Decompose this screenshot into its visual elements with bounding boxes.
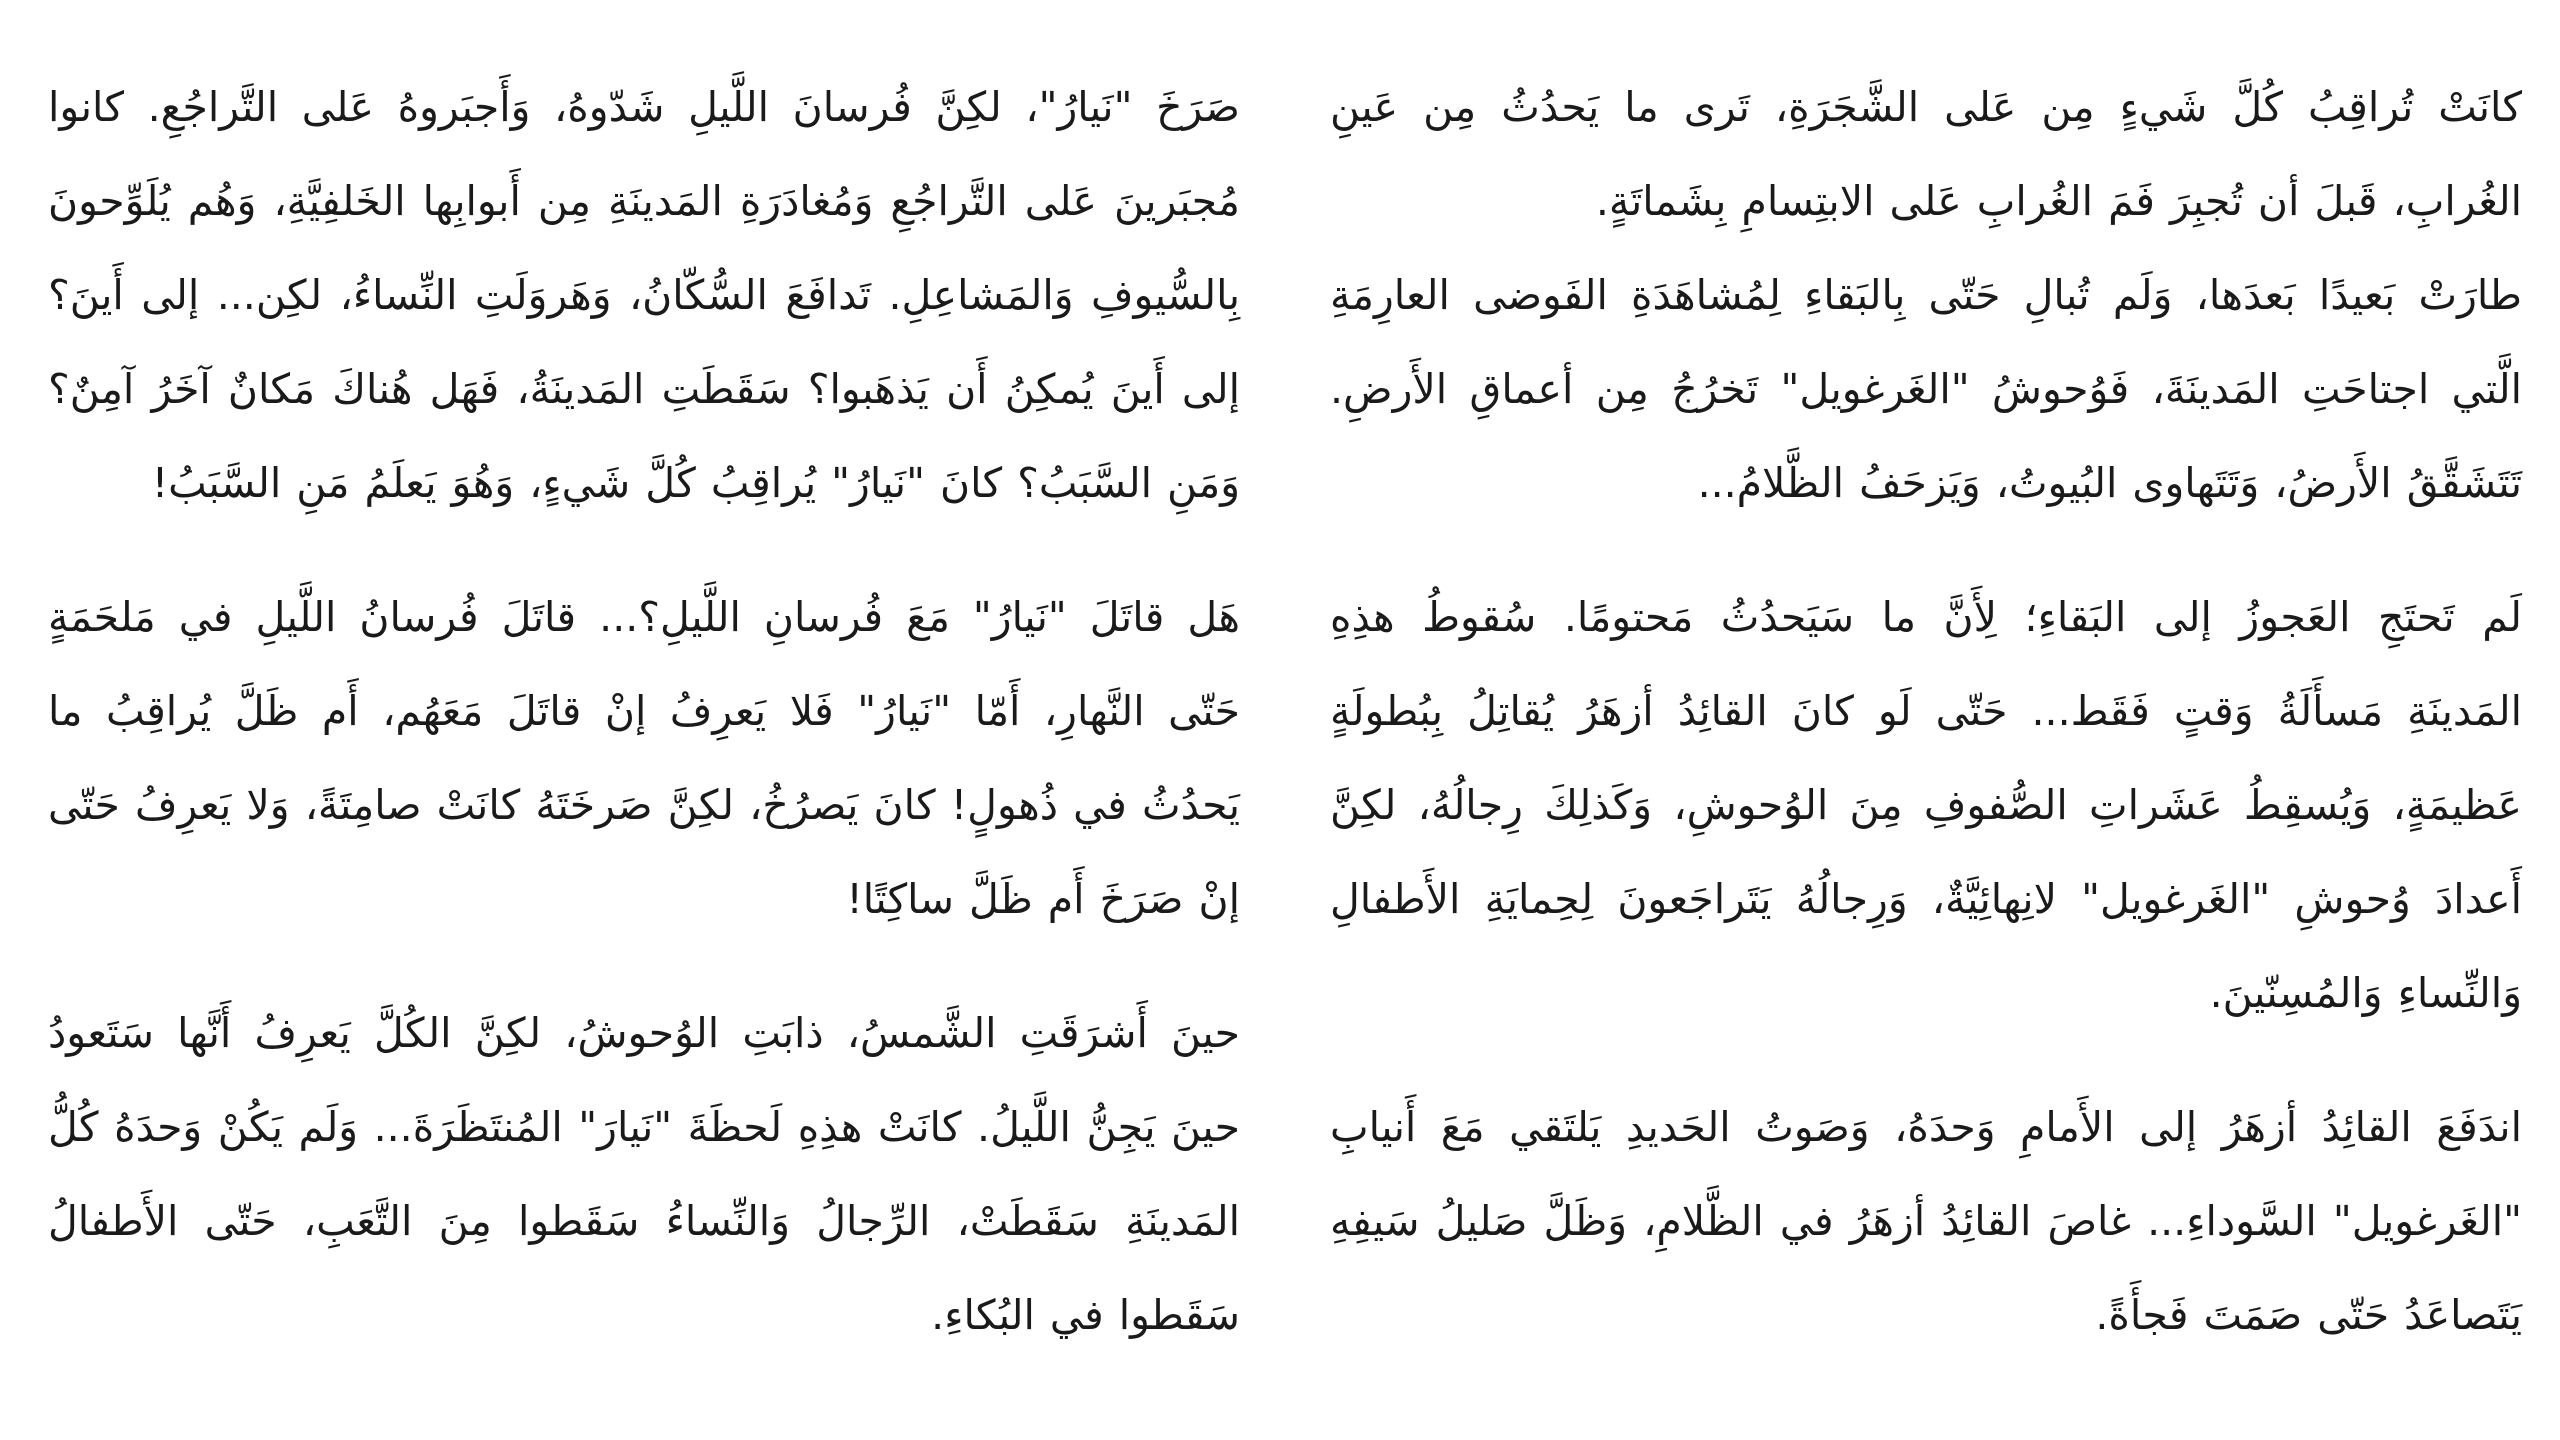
paragraph-city-fall: لَم تَحتَجِ العَجوزُ إلى البَقاءِ؛ لِأَنَّ ما سَيَحدُثُ مَحتومًا. سُقوطُ هذِهِ المَدينَةِ مَسأَلَةُ وَقتٍ فَقَط... حَتّى لَو كانَ القائِدُ أزهَرُ يُقاتِلُ بِبُطولَةٍ عَظيمَةٍ، وَيُسقِطُ عَشَراتِ الصُّفوفِ مِنَ الوُحوشِ، وَكَذلِكَ رِجالُهُ، لكِنَّ أَعدادَ وُحوشِ "الغَرغويل" لانِهائِيَّةٌ، وَرِجالُهُ يَتَراجَعونَ لِحِمايَةِ الأَطفالِ وَالنِّساءِ وَالمُسِنّينَ. (1330, 593, 2522, 1017)
paragraph-night-knights-battle: هَل قاتَلَ "نَيارُ" مَعَ فُرسانِ اللَّيلِ؟... قاتَلَ فُرسانُ اللَّيلِ في مَلحَمَةٍ حَتّى النَّهارِ، أَمّا "نَيارُ" فَلا يَعرِفُ إنْ قاتَلَ مَعَهُم، أَم ظَلَّ يُراقِبُ ما يَحدُثُ في ذُهولٍ! كانَ يَصرُخُ، لكِنَّ صَرخَتَهُ كانَتْ صامِتَةً، وَلا يَعرِفُ حَتّى إنْ صَرَخَ أَم ظَلَّ ساكِتًا! (48, 593, 1240, 923)
paragraph-sunrise: حينَ أَشرَقَتِ الشَّمسُ، ذابَتِ الوُحوشُ، لكِنَّ الكُلَّ يَعرِفُ أَنَّها سَتَعودُ حينَ يَجِنُّ اللَّيلُ. كانَتْ هذِهِ لَحظَةَ "نَيارَ" المُنتَظَرَةَ... وَلَم يَكُنْ وَحدَهُ كُلُّ المَدينَةِ سَقَطَتْ، الرِّجالُ وَالنِّساءُ سَقَطوا مِنَ التَّعَبِ، حَتّى الأَطفالُ سَقَطوا في البُكاءِ. (48, 1009, 1240, 1339)
paragraph-commander-azhar: اندَفَعَ القائِدُ أزهَرُ إلى الأَمامِ وَحدَهُ، وَصَوتُ الحَديدِ يَلتَقي مَعَ أَنيابِ "الغَرغويل" السَّوداءِ... غاصَ القائِدُ أزهَرُ في الظَّلامِ، وَظَلَّ صَليلُ سَيفِهِ يَتَصاعَدُ حَتّى صَمَتَ فَجأَةً. (1330, 1103, 2522, 1339)
paragraph-nayar-scream: صَرَخَ "نَيارُ"، لكِنَّ فُرسانَ اللَّيلِ شَدّوهُ، وَأَجبَروهُ عَلى التَّراجُعِ. كانوا مُجبَرينَ عَلى التَّراجُعِ وَمُغادَرَةِ المَدينَةِ مِن أَبوابِها الخَلفِيَّةِ، وَهُم يُلَوِّحونَ بِالسُّيوفِ وَالمَشاعِلِ. تَدافَعَ السُّكّانُ، وَهَروَلَتِ النِّساءُ، لكِن... إلى أَينَ؟ إلى أَينَ يُمكِنُ أَن يَذهَبوا؟ سَقَطَتِ المَدينَةُ، فَهَل هُناكَ مَكانٌ آخَرُ آمِنٌ؟ وَمَنِ السَّبَبُ؟ كانَ "نَيارُ" يُراقِبُ كُلَّ شَيءٍ، وَهُوَ يَعلَمُ مَنِ السَّبَبُ! (48, 83, 1240, 507)
left-text-column (48, 60, 1240, 1362)
right-text-column (1330, 60, 2522, 1362)
paragraph-crow-watching: كانَتْ تُراقِبُ كُلَّ شَيءٍ مِن عَلى الشَّجَرَةِ، تَرى ما يَحدُثُ مِن عَينِ الغُرابِ، قَبلَ أن تُجبِرَ فَمَ الغُرابِ عَلى الابتِسامِ بِشَماتَةٍ. (1330, 83, 2522, 225)
paragraph-chaos-city: طارَتْ بَعيدًا بَعدَها، وَلَم تُبالِ حَتّى بِالبَقاءِ لِمُشاهَدَةِ الفَوضى العارِمَةِ الَّتي اجتاحَتِ المَدينَةَ، فَوُحوشُ "الغَرغويل" تَخرُجُ مِن أعماقِ الأَرضِ. تَتَشَقَّقُ الأَرضُ، وَتَتَهاوى البُيوتُ، وَيَزحَفُ الظَّلامُ... (1330, 271, 2522, 507)
